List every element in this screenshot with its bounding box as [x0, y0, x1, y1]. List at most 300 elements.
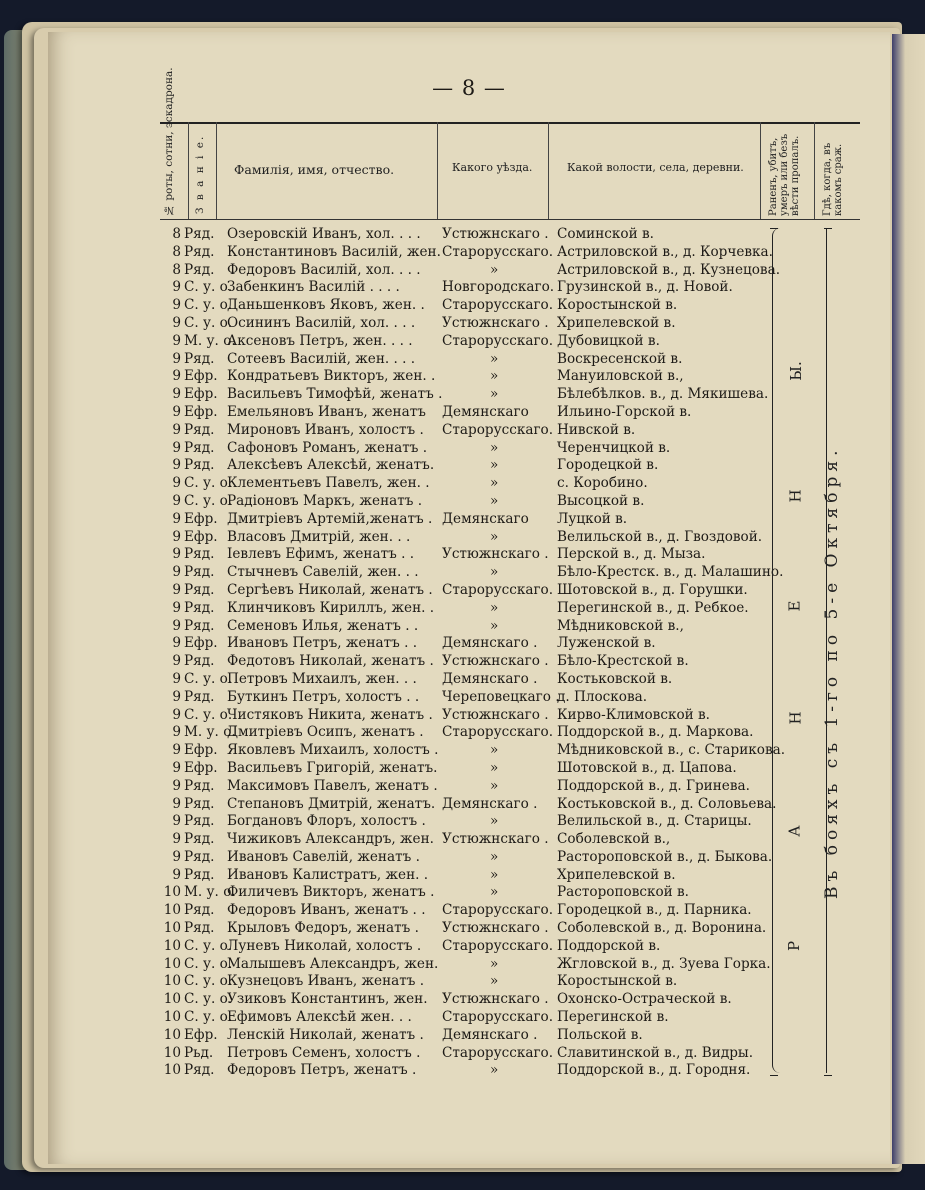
volost-cell: Коростынской в. [557, 297, 678, 314]
status-letter: Н [786, 489, 805, 503]
rank-cell: Ряд. [184, 866, 215, 883]
volost-cell: Поддорской в., д. Городня. [557, 1062, 751, 1079]
volost-cell: Шотовской в., д. Горушки. [557, 581, 748, 598]
rank-cell: Рьд. [184, 1044, 214, 1061]
uezd-cell: Старорусскаго. [442, 243, 554, 260]
volost-cell: Кирво-Климовской в. [557, 706, 710, 723]
company-number: 8 [172, 261, 181, 278]
volost-cell: Хрипелевской в. [557, 866, 676, 883]
volost-cell: Перегинской в. [557, 1009, 669, 1026]
rank-cell: Ефр. [184, 742, 218, 759]
rank-cell: С. у. о. [184, 1009, 233, 1026]
name-cell: Емельяновъ Иванъ, женатъ [227, 403, 426, 420]
table-row [160, 867, 800, 885]
company-number: 9 [172, 653, 181, 670]
rank-cell: Ряд. [184, 653, 215, 670]
table-row [160, 333, 800, 351]
company-number: 9 [172, 777, 181, 794]
company-number: 10 [163, 973, 181, 990]
table-row [160, 244, 800, 262]
company-number: 9 [172, 528, 181, 545]
volost-cell: Костьковской в., д. Соловьева. [557, 795, 777, 812]
company-number: 8 [172, 226, 181, 242]
name-cell: Максимовъ Павелъ, женатъ . [227, 777, 438, 794]
header-divider [548, 122, 549, 219]
status-brace [772, 228, 783, 1073]
volost-cell: Соминской в. [557, 226, 654, 242]
volost-cell: Дубовицкой в. [557, 332, 660, 349]
uezd-cell: Демянскаго . [442, 795, 538, 812]
name-cell: Озеровскій Иванъ, хол. . . . [227, 226, 421, 242]
rank-cell: Ряд. [184, 795, 215, 812]
rank-cell: С. у. о. [184, 670, 233, 687]
company-number: 9 [172, 813, 181, 830]
table-row [160, 493, 800, 511]
table-row [160, 796, 800, 814]
rank-cell: С. у. о. [184, 991, 233, 1008]
rank-cell: Ряд. [184, 421, 215, 438]
table-row [160, 262, 800, 280]
uezd-cell: » [490, 350, 499, 367]
header-rule [160, 219, 860, 220]
uezd-cell: Устюжнскаго . [442, 653, 549, 670]
adjacent-page-edge [892, 34, 925, 1164]
uezd-cell: » [490, 884, 499, 901]
table-row [160, 849, 800, 867]
company-number: 9 [172, 564, 181, 581]
volost-cell: Бѣлебѣлков. в., д. Мякишева. [557, 386, 769, 403]
uezd-cell: Устюжнскаго . [442, 706, 549, 723]
table-row [160, 724, 800, 742]
battle-period-text: Въ бояхъ съ 1-го по 5-е Октября. [822, 445, 842, 899]
uezd-cell: Череповецкаго . [442, 688, 560, 705]
company-number: 10 [163, 902, 181, 919]
volost-cell: Поддорской в., д. Гринева. [557, 777, 750, 794]
company-number: 9 [172, 795, 181, 812]
header-uezd: Какого уѣзда. [452, 161, 533, 174]
table-row [160, 956, 800, 974]
name-cell: Ивановъ Петръ, женатъ . . [227, 635, 418, 652]
volost-cell: Коростынской в. [557, 973, 678, 990]
name-cell: Кондратьевъ Викторъ, жен. . [227, 368, 436, 385]
company-number: 9 [172, 759, 181, 776]
company-number: 9 [172, 439, 181, 456]
rank-cell: Ефр. [184, 386, 218, 403]
rank-cell: С. у. о. [184, 937, 233, 954]
name-cell: Кузнецовъ Иванъ, женатъ . [227, 973, 425, 990]
uezd-cell: Устюжнскаго . [442, 226, 549, 242]
uezd-cell: Демянскаго . [442, 635, 538, 652]
uezd-cell: » [490, 742, 499, 759]
header-volost: Какой волости, села, деревни. [567, 161, 744, 174]
status-letter: Н [786, 711, 805, 725]
header-divider [188, 122, 189, 219]
table-row [160, 813, 800, 831]
rank-cell: Ефр. [184, 635, 218, 652]
uezd-cell: » [490, 564, 499, 581]
header-where: Гдѣ, когда, въ какомъ сраж. [822, 142, 844, 216]
uezd-cell: Старорусскаго. [442, 902, 554, 919]
status-brace-cap [770, 1071, 778, 1076]
uezd-cell: Устюжнскаго . [442, 991, 549, 1008]
company-number: 9 [172, 599, 181, 616]
status-brace-cap [770, 228, 778, 233]
company-number: 9 [172, 297, 181, 314]
name-cell: Филичевъ Викторъ, женатъ . [227, 884, 435, 901]
table-row [160, 920, 800, 938]
name-cell: Аксеновъ Петръ, жен. . . . [227, 332, 413, 349]
table-row [160, 368, 800, 386]
company-number: 8 [172, 243, 181, 260]
name-cell: Дмитріевъ Осипъ, женатъ . [227, 724, 424, 741]
name-cell: Степановъ Дмитрій, женатъ. [227, 795, 436, 812]
uezd-cell: Старорусскаго. [442, 581, 554, 598]
rank-cell: Ряд. [184, 457, 215, 474]
company-number: 9 [172, 831, 181, 848]
rank-cell: Ряд. [184, 813, 215, 830]
rank-cell: С. у. о. [184, 492, 233, 509]
uezd-cell: Старорусскаго. [442, 332, 554, 349]
table-row [160, 297, 800, 315]
table-row [160, 902, 800, 920]
uezd-cell: Старорусскаго. [442, 421, 554, 438]
name-cell: Іевлевъ Ефимъ, женатъ . . [227, 546, 415, 563]
company-number: 9 [172, 706, 181, 723]
name-cell: Яковлевъ Михаилъ, холостъ . [227, 742, 439, 759]
uezd-cell: » [490, 955, 499, 972]
volost-cell: с. Коробино. [557, 475, 648, 492]
volost-cell: Велильской в., д. Гвоздовой. [557, 528, 763, 545]
company-number: 10 [163, 1062, 181, 1079]
name-cell: Константиновъ Василій, жен. [227, 243, 441, 260]
uezd-cell: » [490, 813, 499, 830]
volost-cell: Астриловской в., д. Корчевка. [557, 243, 773, 260]
table-row [160, 511, 800, 529]
table-row [160, 884, 800, 902]
company-number: 9 [172, 866, 181, 883]
company-number: 10 [163, 1044, 181, 1061]
table-row [160, 457, 800, 475]
name-cell: Сотеевъ Василій, жен. . . . [227, 350, 416, 367]
volost-cell: Черенчицкой в. [557, 439, 671, 456]
company-number: 9 [172, 688, 181, 705]
rank-cell: Ряд. [184, 617, 215, 634]
name-cell: Богдановъ Флоръ, холостъ . [227, 813, 426, 830]
company-number: 9 [172, 475, 181, 492]
company-number: 9 [172, 581, 181, 598]
name-cell: Сафоновъ Романъ, женатъ . [227, 439, 428, 456]
table-row [160, 315, 800, 333]
uezd-cell: » [490, 261, 499, 278]
table-row [160, 351, 800, 369]
name-cell: Васильевъ Григорій, женатъ. [227, 759, 438, 776]
volost-cell: Славитинской в., д. Видры. [557, 1044, 754, 1061]
rank-cell: Ряд. [184, 599, 215, 616]
uezd-cell: » [490, 457, 499, 474]
uezd-cell: Старорусскаго. [442, 1044, 554, 1061]
rank-cell: Ряд. [184, 439, 215, 456]
volost-cell: Городецкой в. [557, 457, 659, 474]
rank-cell: М. у. о. [184, 332, 236, 349]
name-cell: Малышевъ Александръ, жен. [227, 955, 439, 972]
company-number: 10 [163, 1009, 181, 1026]
table-row [160, 618, 800, 636]
name-cell: Федоровъ Петръ, женатъ . [227, 1062, 417, 1079]
name-cell: Ленскій Николай, женатъ . [227, 1026, 424, 1043]
company-number: 9 [172, 724, 181, 741]
header-divider [760, 122, 761, 219]
table-row [160, 564, 800, 582]
status-letter: Р [785, 940, 804, 952]
company-number: 9 [172, 492, 181, 509]
rank-cell: Ряд. [184, 243, 215, 260]
table-row [160, 760, 800, 778]
volost-cell: Бѣло-Крестской в. [557, 653, 689, 670]
name-cell: Чистяковъ Никита, женатъ . [227, 706, 433, 723]
volost-cell: Грузинской в., д. Новой. [557, 279, 733, 296]
status-letter: А [785, 825, 804, 837]
uezd-cell: Демянскаго [442, 510, 529, 527]
name-cell: Петровъ Михаилъ, жен. . . [227, 670, 417, 687]
table-row [160, 226, 800, 244]
rank-cell: С. у. о. [184, 279, 233, 296]
header-divider [814, 122, 815, 219]
volost-cell: Бѣло-Крестск. в., д. Малашино. [557, 564, 784, 581]
rank-cell: Ряд. [184, 831, 215, 848]
rank-cell: Ряд. [184, 226, 215, 242]
uezd-cell: Устюжнскаго . [442, 546, 549, 563]
table-row [160, 653, 800, 671]
company-number: 10 [163, 920, 181, 937]
name-cell: Даньшенковъ Яковъ, жен. . [227, 297, 425, 314]
volost-cell: Мануиловской в., [557, 368, 684, 385]
company-number: 9 [172, 368, 181, 385]
volost-cell: Перской в., д. Мыза. [557, 546, 706, 563]
rank-cell: Ефр. [184, 403, 218, 420]
table-row [160, 546, 800, 564]
volost-cell: Астриловской в., д. Кузнецова. [557, 261, 781, 278]
name-cell: Ивановъ Калистратъ, жен. . [227, 866, 429, 883]
company-number: 10 [163, 991, 181, 1008]
page-number: — 8 — [432, 76, 506, 100]
name-cell: Мироновъ Иванъ, холостъ . [227, 421, 424, 438]
uezd-cell: » [490, 368, 499, 385]
rank-cell: Ряд. [184, 1062, 215, 1079]
company-number: 9 [172, 403, 181, 420]
company-number: 9 [172, 670, 181, 687]
rank-cell: Ряд. [184, 920, 215, 937]
table-row [160, 1027, 800, 1045]
table-row [160, 778, 800, 796]
volost-cell: Костьковской в. [557, 670, 673, 687]
uezd-cell: Старорусскаго. [442, 1009, 554, 1026]
volost-cell: Ильино-Горской в. [557, 403, 692, 420]
volost-cell: Луженской в. [557, 635, 656, 652]
company-number: 9 [172, 332, 181, 349]
company-number: 9 [172, 635, 181, 652]
uezd-cell: » [490, 617, 499, 634]
table-row [160, 689, 800, 707]
header-name: Фамилія, имя, отчество. [234, 162, 395, 177]
rank-cell: Ряд. [184, 564, 215, 581]
uezd-cell: Старорусскаго. [442, 297, 554, 314]
name-cell: Федоровъ Иванъ, женатъ . . [227, 902, 426, 919]
volost-cell: Луцкой в. [557, 510, 628, 527]
table-row [160, 938, 800, 956]
uezd-cell: Устюжнскаго . [442, 920, 549, 937]
status-letter: Ы. [786, 361, 805, 381]
company-number: 10 [163, 884, 181, 901]
company-number: 9 [172, 421, 181, 438]
rank-cell: Ряд. [184, 777, 215, 794]
name-cell: Сергѣевъ Николай, женатъ . [227, 581, 433, 598]
uezd-cell: » [490, 973, 499, 990]
volost-cell: Высоцкой в. [557, 492, 645, 509]
name-cell: Чижиковъ Александръ, жен. [227, 831, 434, 848]
uezd-cell: » [490, 848, 499, 865]
company-number: 9 [172, 314, 181, 331]
header-divider [216, 122, 217, 219]
table-row [160, 279, 800, 297]
table-row [160, 707, 800, 725]
uezd-cell: Устюжнскаго . [442, 314, 549, 331]
name-cell: Радіоновъ Маркъ, женатъ . [227, 492, 423, 509]
where-brace-cap [824, 228, 832, 233]
uezd-cell: » [490, 759, 499, 776]
rank-cell: С. у. о. [184, 314, 233, 331]
casualty-list [160, 226, 800, 1080]
company-number: 9 [172, 742, 181, 759]
name-cell: Ивановъ Савелій, женатъ . [227, 848, 420, 865]
uezd-cell: » [490, 492, 499, 509]
volost-cell: Жгловской в., д. Зуева Горка. [557, 955, 771, 972]
company-number: 9 [172, 848, 181, 865]
rank-cell: Ряд. [184, 688, 215, 705]
volost-cell: Польской в. [557, 1026, 643, 1043]
volost-cell: Растороповской в. [557, 884, 690, 901]
name-cell: Стычневъ Савелій, жен. . . [227, 564, 419, 581]
uezd-cell: Новгородскаго. [442, 279, 555, 296]
name-cell: Федоровъ Василій, хол. . . . [227, 261, 421, 278]
rank-cell: Ряд. [184, 848, 215, 865]
name-cell: Федотовъ Николай, женатъ . [227, 653, 434, 670]
company-number: 9 [172, 617, 181, 634]
company-number: 10 [163, 937, 181, 954]
where-brace-cap [824, 1071, 832, 1076]
table-row [160, 671, 800, 689]
rank-cell: С. у. о. [184, 973, 233, 990]
uezd-cell: Демянскаго [442, 403, 529, 420]
name-cell: Дмитріевъ Артемій,женатъ . [227, 510, 433, 527]
company-number: 9 [172, 546, 181, 563]
volost-cell: Шотовской в., д. Цапова. [557, 759, 737, 776]
name-cell: Осининъ Василій, хол. . . . [227, 314, 416, 331]
table-row [160, 600, 800, 618]
rank-cell: Ряд. [184, 902, 215, 919]
uezd-cell: » [490, 386, 499, 403]
volost-cell: Мѣдниковской в., с. Старикова. [557, 742, 786, 759]
name-cell: Васильевъ Тимофѣй, женатъ . [227, 386, 443, 403]
rank-cell: Ефр. [184, 1026, 218, 1043]
rank-cell: Ряд. [184, 261, 215, 278]
uezd-cell: » [490, 439, 499, 456]
volost-cell: Соболевской в., д. Воронина. [557, 920, 767, 937]
name-cell: Власовъ Дмитрій, жен. . . [227, 528, 411, 545]
status-letter: Е [785, 600, 804, 612]
document-page [48, 32, 890, 1164]
volost-cell: Мѣдниковской в., [557, 617, 684, 634]
uezd-cell: Старорусскаго. [442, 724, 554, 741]
uezd-cell: » [490, 599, 499, 616]
volost-cell: Хрипелевской в. [557, 314, 676, 331]
uezd-cell: » [490, 777, 499, 794]
name-cell: Петровъ Семенъ, холостъ . [227, 1044, 421, 1061]
rank-cell: Ряд. [184, 546, 215, 563]
table-row [160, 1045, 800, 1063]
uezd-cell: Демянскаго . [442, 1026, 538, 1043]
company-number: 10 [163, 955, 181, 972]
table-row [160, 404, 800, 422]
company-number: 9 [172, 350, 181, 367]
name-cell: Луневъ Николай, холостъ . [227, 937, 422, 954]
top-rule [160, 122, 860, 124]
rank-cell: Ряд. [184, 350, 215, 367]
company-number: 9 [172, 386, 181, 403]
volost-cell: Охонско-Остраческой в. [557, 991, 732, 1008]
volost-cell: Соболевской в., [557, 831, 671, 848]
company-number: 10 [163, 1026, 181, 1043]
name-cell: Клинчиковъ Кириллъ, жен. . [227, 599, 435, 616]
uezd-cell: » [490, 1062, 499, 1079]
table-row [160, 831, 800, 849]
header-status: Раненъ, убитъ, умеръ или безъ вѣсти пропалъ. [768, 133, 801, 216]
rank-cell: С. у. о. [184, 475, 233, 492]
volost-cell: Перегинской в., д. Ребкое. [557, 599, 749, 616]
uezd-cell: » [490, 528, 499, 545]
name-cell: Забенкинъ Василій . . . . [227, 279, 400, 296]
name-cell: Узиковъ Константинъ, жен. [227, 991, 428, 1008]
table-row [160, 440, 800, 458]
rank-cell: Ефр. [184, 528, 218, 545]
rank-cell: Ефр. [184, 510, 218, 527]
volost-cell: д. Плоскова. [557, 688, 648, 705]
table-row [160, 973, 800, 991]
volost-cell: Поддорской в. [557, 937, 661, 954]
name-cell: Алексѣевъ Алексѣй, женатъ. [227, 457, 435, 474]
volost-cell: Поддорской в., д. Маркова. [557, 724, 754, 741]
uezd-cell: Старорусскаго. [442, 937, 554, 954]
rank-cell: С. у. о. [184, 297, 233, 314]
header-company: № роты, сотни, эскадрона. [163, 67, 175, 216]
uezd-cell: Демянскаго . [442, 670, 538, 687]
company-number: 9 [172, 457, 181, 474]
rank-cell: М. у. о. [184, 724, 236, 741]
uezd-cell: Устюжнскаго . [442, 831, 549, 848]
header-rank: З в а н і е. [194, 134, 206, 214]
uezd-cell: » [490, 475, 499, 492]
table-row [160, 1009, 800, 1027]
table-row [160, 386, 800, 404]
rank-cell: Ряд. [184, 581, 215, 598]
table-row [160, 635, 800, 653]
name-cell: Буткинъ Петръ, холостъ . . [227, 688, 420, 705]
table-row [160, 991, 800, 1009]
name-cell: Крыловъ Федоръ, женатъ . [227, 920, 419, 937]
volost-cell: Растороповской в., д. Быкова. [557, 848, 773, 865]
uezd-cell: » [490, 866, 499, 883]
table-row [160, 475, 800, 493]
volost-cell: Воскресенской в. [557, 350, 683, 367]
